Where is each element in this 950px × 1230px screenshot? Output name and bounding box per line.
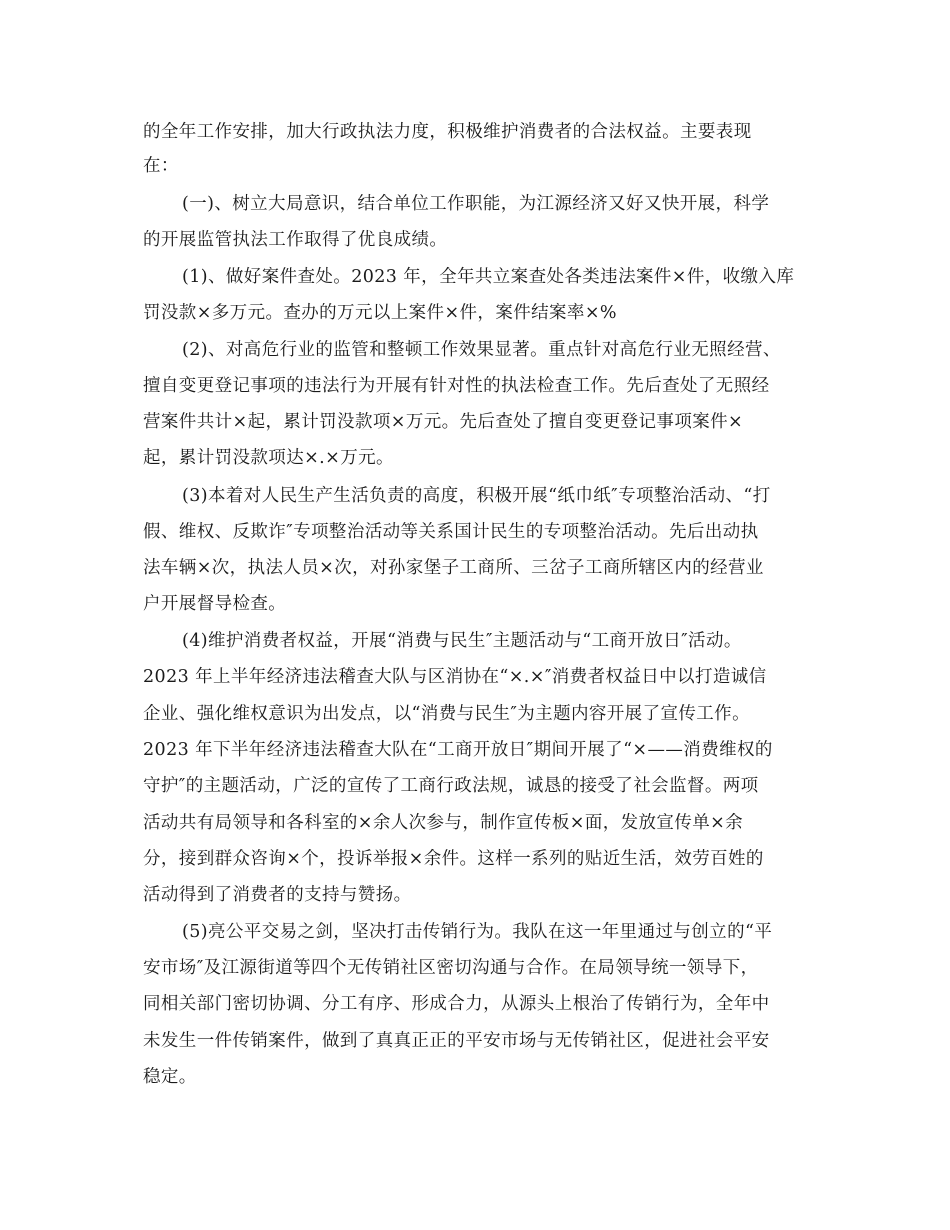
text-line-7: (2)、对高危行业的监管和整顿工作效果显著。重点针对高危行业无照经营、 [182,340,781,360]
text-line-27: 稳定。 [143,1067,197,1087]
text-line-18: 2023 年下半年经济违法稽查大队在“工商开放日″期间开展了“×——消费维权的 [143,740,773,760]
text-line-16: 2023 年上半年经济违法稽查大队与区消协在“×.×″消费者权益日中以打造诚信 [143,667,767,687]
text-line-19: 守护″的主题活动，广泛的宣传了工商行政法规，诚恳的接受了社会监督。两项 [143,776,759,796]
text-line-1: 的全年工作安排，加大行政执法力度，积极维护消费者的合法权益。主要表现 [143,122,752,142]
text-line-11: (3)本着对人民生产生活负责的高度，积极开展“纸巾纸″专项整治活动、“打 [182,486,771,506]
text-line-15: (4)维护消费者权益，开展“消费与民生″主题活动与“工商开放日″活动。 [182,631,742,651]
text-line-20: 活动共有局领导和各科室的×余人次参与，制作宣传板×面，发放宣传单×余 [143,813,744,833]
text-line-3: (一)、树立大局意识，结合单位工作职能，为江源经济又好又快开展，科学 [182,194,770,214]
text-line-4: 的开展监管执法工作取得了优良成绩。 [143,230,448,250]
text-line-12: 假、维权、反欺诈″专项整治活动等关系国计民生的专项整治活动。先后出动执 [143,522,759,542]
text-line-14: 户开展督导检查。 [143,594,287,614]
text-line-9: 营案件共计×起，累计罚没款项×万元。先后查处了擅自变更登记事项案件× [143,412,744,432]
text-line-26: 未发生一件传销案件，做到了真真正正的平安市场与无传销社区，促进社会平安 [143,1031,770,1051]
text-line-6: 罚没款×多万元。查办的万元以上案件×件，案件结案率×% [143,303,617,323]
text-line-22: 活动得到了消费者的支持与赞扬。 [143,885,412,905]
text-line-17: 企业、强化维权意识为出发点，以“消费与民生″为主题内容开展了宣传工作。 [143,704,750,724]
text-line-24: 安市场″及江源街道等四个无传销社区密切沟通与合作。在局领导统一领导下， [143,958,759,978]
text-line-13: 法车辆×次，执法人员×次，对孙家堡子工商所、三岔子工商所辖区内的经营业 [143,558,764,578]
text-line-25: 同相关部门密切协调、分工有序、形成合力，从源头上根治了传销行为，全年中 [143,994,770,1014]
text-line-23: (5)亮公平交易之剑，坚决打击传销行为。我队在这一年里通过与创立的“平 [182,922,773,942]
text-line-10: 起，累计罚没款项达×.×万元。 [143,448,394,468]
text-line-2: 在： [143,156,179,176]
text-line-8: 擅自变更登记事项的违法行为开展有针对性的执法检查工作。先后查处了无照经 [143,376,770,396]
text-line-21: 分，接到群众咨询×个，投诉举报×余件。这样一系列的贴近生活，效劳百姓的 [143,849,764,869]
text-line-5: (1)、做好案件查处。2023 年，全年共立案查处各类违法案件×件，收缴入库 [182,267,795,287]
